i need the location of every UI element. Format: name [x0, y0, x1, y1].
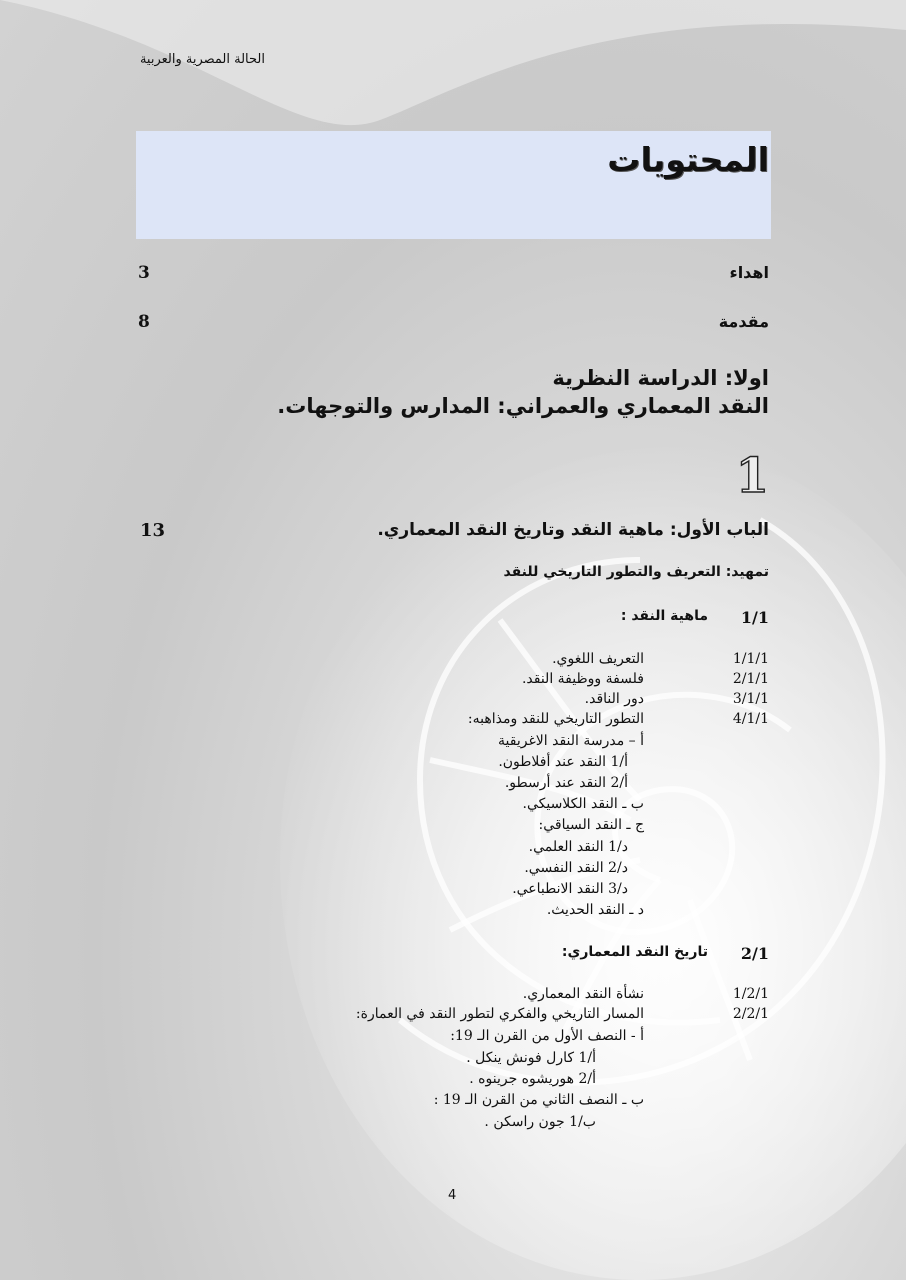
sub-item: أ/2 النقد عند أرسطو.	[504, 775, 628, 791]
item-text: المسار التاريخي والفكري لتطور النقد في العمارة:	[355, 1006, 644, 1022]
item-text: التعريف اللغوي.	[552, 651, 644, 667]
item-number: 2/2/1	[732, 1006, 769, 1022]
toc-entry-dedication: اهداء	[729, 263, 769, 282]
sub-item: أ/1 كارل فونش ينكل .	[466, 1050, 596, 1066]
item-number: 2/1/1	[732, 671, 769, 687]
sub-item: د/3 النقد الانطباعي.	[512, 881, 628, 897]
sub-item: ج ـ النقد السياقي:	[538, 817, 644, 833]
item-text: نشأة النقد المعماري.	[522, 986, 644, 1002]
running-header: الحالة المصرية والعربية	[139, 52, 265, 67]
page-number: 4	[448, 1188, 457, 1203]
item-number: 3/1/1	[732, 691, 769, 707]
sub-item: أ/1 النقد عند أفلاطون.	[498, 754, 628, 770]
chapter-number: 1	[735, 448, 769, 504]
chapter-page: 13	[140, 520, 166, 541]
toc-page-introduction: 8	[138, 312, 150, 332]
section-number: 1/1	[740, 608, 769, 627]
sub-item: أ – مدرسة النقد الاغريقية	[498, 733, 644, 749]
intro-heading: تمهيد: التعريف والتطور التاريخي للنقد	[503, 564, 769, 580]
sub-item: د/1 النقد العلمي.	[528, 839, 628, 855]
sub-item: أ - النصف الأول من القرن الـ 19:	[450, 1028, 644, 1044]
sub-item: أ/2 هوريشوه جرينوه .	[469, 1071, 596, 1087]
sub-item: د/2 النقد النفسي.	[524, 860, 628, 876]
item-text: التطور التاريخي للنقد ومذاهبه:	[467, 711, 644, 727]
page-title: المحتويات	[607, 140, 769, 179]
section-number: 2/1	[740, 944, 769, 963]
section-title: ماهية النقد :	[620, 608, 708, 624]
sub-item: ب/1 جون راسكن .	[484, 1114, 596, 1130]
part-subheading: النقد المعماري والعمراني: المدارس والتوجهات.	[277, 394, 769, 418]
chapter-title: الباب الأول: ماهية النقد وتاريخ النقد المعماري.	[377, 520, 769, 540]
item-text: فلسفة ووظيفة النقد.	[521, 671, 644, 687]
sub-item: ب ـ النصف الثاني من القرن الـ 19 :	[433, 1092, 644, 1108]
item-text: دور الناقد.	[584, 691, 644, 707]
section-title: تاريخ النقد المعماري:	[561, 944, 708, 960]
item-number: 1/2/1	[732, 986, 769, 1002]
sub-item: د ـ النقد الحديث.	[546, 902, 644, 918]
item-number: 4/1/1	[732, 711, 769, 727]
toc-page-dedication: 3	[138, 263, 150, 283]
item-number: 1/1/1	[732, 651, 769, 667]
toc-entry-introduction: مقدمة	[718, 312, 769, 331]
part-heading: اولا: الدراسة النظرية	[552, 366, 769, 390]
sub-item: ب ـ النقد الكلاسيكي.	[522, 796, 644, 812]
